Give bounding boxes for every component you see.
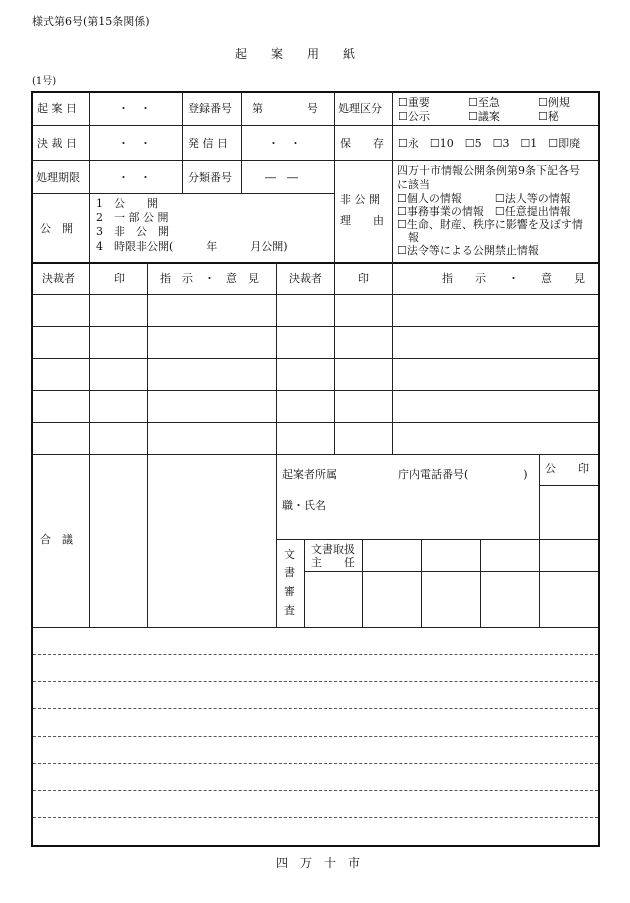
deadline-value[interactable]: ・ ・ [118, 171, 151, 184]
rule [31, 454, 598, 455]
seal-header-2: 印 [358, 272, 369, 285]
category-option-hi[interactable]: ☐秘 [538, 110, 559, 123]
rule [89, 262, 90, 627]
retention-options[interactable]: ☐永 ☐10 ☐5 ☐3 ☐1 ☐即廃 [398, 137, 581, 150]
category-option-koushi[interactable]: ☐公示 [398, 110, 430, 123]
rule [31, 160, 598, 161]
rule [362, 539, 363, 627]
writing-line [33, 817, 598, 818]
rule [31, 422, 598, 423]
internal-phone-label: 庁内電話番号( ) [398, 468, 528, 481]
writing-line [33, 681, 598, 682]
retention-label: 保 存 [340, 137, 384, 150]
approver-header: 決裁者 [42, 272, 75, 285]
rule [276, 262, 277, 627]
instruction-header: 指 示 ・ 意 見 [160, 272, 259, 285]
writing-line [33, 736, 598, 737]
rule [480, 539, 481, 627]
kessai-date-label: 決 裁 日 [37, 137, 77, 150]
reason-line-6: 報 [397, 231, 419, 244]
rule [31, 358, 598, 359]
classification-number-label: 分類番号 [188, 171, 232, 184]
send-date-label: 発 信 日 [188, 137, 228, 150]
writing-line [33, 708, 598, 709]
reason-personal-and-corporate[interactable]: ☐個人の情報 ☐法人等の情報 [397, 192, 571, 205]
registration-number-value[interactable]: 第 号 [252, 102, 318, 115]
non-disclosure-reason-label: 理 由 [340, 214, 384, 227]
sheet-number: (1号) [32, 76, 57, 87]
rule [31, 627, 598, 628]
form-title: 起 案 用 紙 [235, 47, 356, 61]
rule [304, 539, 305, 627]
rule [334, 91, 335, 262]
outer-top-border [31, 91, 600, 93]
disclosure-option-1[interactable]: 1 公 開 [96, 197, 158, 210]
document-review-char-2: 書 [284, 566, 295, 579]
writing-line [33, 654, 598, 655]
document-handling-label: 文書取扱 [311, 543, 355, 556]
outer-bottom-border [31, 845, 600, 847]
rule [89, 91, 90, 262]
send-date-value[interactable]: ・ ・ [268, 137, 301, 150]
kian-date-value[interactable]: ・ ・ [118, 102, 151, 115]
document-review-char-4: 査 [284, 604, 295, 617]
kessai-date-value[interactable]: ・ ・ [118, 137, 151, 150]
disclosure-option-2[interactable]: 2 一 部 公 開 [96, 211, 169, 224]
rule [334, 262, 335, 454]
reason-life-property[interactable]: ☐生命、財産、秩序に影響を及ぼす情 [397, 218, 583, 231]
category-option-juuyou[interactable]: ☐重要 [398, 96, 430, 109]
disclosure-label: 公 開 [40, 222, 73, 235]
rule [539, 485, 598, 486]
kian-date-label: 起 案 日 [37, 102, 77, 115]
rule [31, 193, 334, 194]
registration-number-label: 登録番号 [188, 102, 232, 115]
rule [147, 262, 148, 627]
rule [31, 294, 598, 295]
rule [392, 262, 393, 454]
disclosure-option-4[interactable]: 4 時限非公開( 年 月公開) [96, 240, 288, 253]
rule [182, 91, 183, 193]
writing-line [33, 763, 598, 764]
reason-line-2: に該当 [397, 178, 430, 191]
form-number: 様式第6号(第15条関係) [32, 15, 150, 28]
rule [304, 571, 598, 572]
official-seal-label: 公 印 [545, 462, 589, 475]
rule [31, 390, 598, 391]
instruction-header-2: 指 示 ・ 意 見 [442, 272, 585, 285]
consultation-label: 合 議 [40, 533, 73, 546]
rule [421, 539, 422, 627]
rule [241, 91, 242, 193]
rule [31, 326, 598, 327]
rule [539, 539, 540, 627]
disclosure-option-3[interactable]: 3 非 公 開 [96, 225, 169, 238]
outer-left-border [31, 91, 33, 847]
reason-business-and-voluntary[interactable]: ☐事務事業の情報 ☐任意提出情報 [397, 205, 571, 218]
category-option-gian[interactable]: ☐議案 [468, 110, 500, 123]
non-disclosure-label: 非 公 開 [340, 193, 380, 206]
reason-legal-prohibition[interactable]: ☐法令等による公開禁止情報 [397, 244, 539, 257]
rule [31, 125, 598, 126]
title-name-label: 職・氏名 [282, 499, 326, 512]
category-option-shikyuu[interactable]: ☐至急 [468, 96, 500, 109]
classification-number-value[interactable]: ― ― [265, 171, 298, 184]
document-handling-chief-label: 主 任 [311, 556, 355, 569]
rule [31, 262, 598, 264]
category-option-reiki[interactable]: ☐例規 [538, 96, 570, 109]
rule [539, 454, 540, 539]
approver-header-2: 決裁者 [289, 272, 322, 285]
rule [392, 91, 393, 262]
city-name-footer: 四 万 十 市 [276, 856, 361, 870]
reason-line-1: 四万十市情報公開条例第9条下記各号 [397, 164, 580, 177]
rule [276, 539, 598, 540]
writing-line [33, 790, 598, 791]
drafter-department-label: 起案者所属 [282, 468, 337, 481]
outer-right-border [598, 91, 600, 847]
document-review-char-1: 文 [284, 548, 295, 561]
processing-category-label: 処理区分 [338, 102, 382, 115]
deadline-label: 処理期限 [36, 171, 80, 184]
seal-header: 印 [114, 272, 125, 285]
document-review-char-3: 審 [284, 585, 295, 598]
